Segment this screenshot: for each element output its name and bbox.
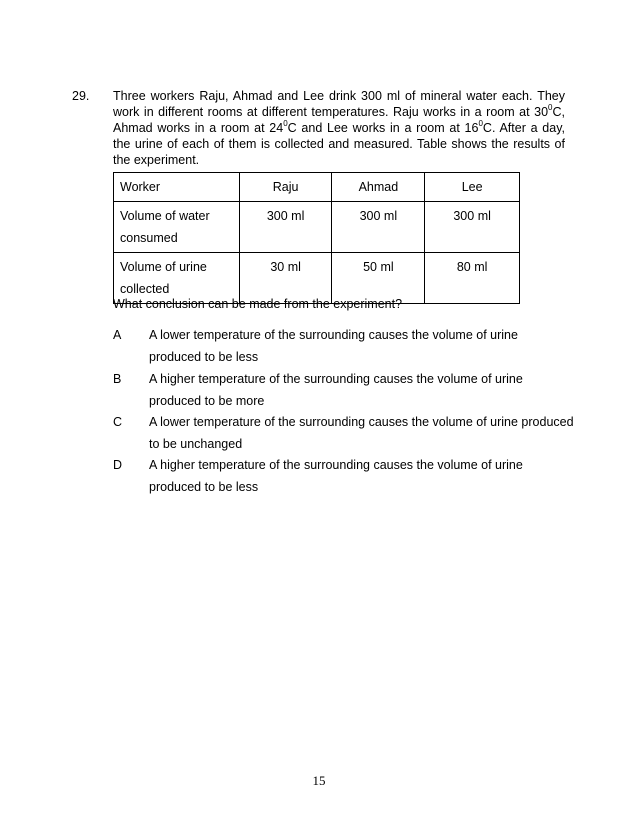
- table-cell: 30 ml: [239, 253, 332, 304]
- table-row: [114, 202, 520, 253]
- page-number: 15: [312, 773, 326, 788]
- table-header-row: [114, 173, 520, 202]
- table-cell: 80 ml: [425, 253, 520, 304]
- table-header-cell: Worker: [114, 173, 240, 202]
- option-text-d: A higher temperature of the surrounding causes the volume of urine produced to be less: [149, 458, 523, 494]
- question-number: 29.: [72, 89, 90, 103]
- table-cell: 50 ml: [332, 253, 425, 304]
- stem-line: Three workers Raju, Ahmad and Lee drink 300 ml of mineral water each. They: [113, 89, 565, 103]
- option-letter-d: D: [113, 458, 123, 472]
- results-table: [113, 172, 520, 304]
- stem-line: the experiment.: [113, 153, 200, 167]
- option-text-c: A lower temperature of the surrounding causes the volume of urine produced to be unchanged: [149, 415, 574, 451]
- table-cell: 300 ml: [425, 202, 520, 253]
- table-header-cell: Lee: [425, 173, 520, 202]
- stem-line: Ahmad works in a room at $24^0C$ and Lee works in a room at $16^0C$. After a day,: [113, 118, 566, 135]
- table-header-cell: Raju: [239, 173, 332, 202]
- stem-line: work in different rooms at different temperatures. Raju works in a room at $30^0C$,: [113, 102, 565, 119]
- table-row-label: Volume of water consumed: [114, 202, 240, 253]
- option-text-a: A lower temperature of the surrounding causes the volume of urine produced to be less: [149, 328, 518, 364]
- table-cell: 300 ml: [332, 202, 425, 253]
- option-letter-a: A: [113, 328, 122, 342]
- option-letter-b: B: [113, 372, 122, 386]
- option-letter-c: C: [113, 415, 123, 429]
- table-row-label: Volume of urine collected: [114, 253, 240, 304]
- question-prompt: What conclusion can be made from the experiment?: [113, 297, 403, 311]
- question-stem: [113, 88, 565, 168]
- option-text-b: A higher temperature of the surrounding causes the volume of urine produced to be more: [149, 372, 523, 408]
- stem-line: the urine of each of them is collected and measured. Table shows the results of: [113, 137, 565, 151]
- table-cell: 300 ml: [239, 202, 332, 253]
- table-header-cell: Ahmad: [332, 173, 425, 202]
